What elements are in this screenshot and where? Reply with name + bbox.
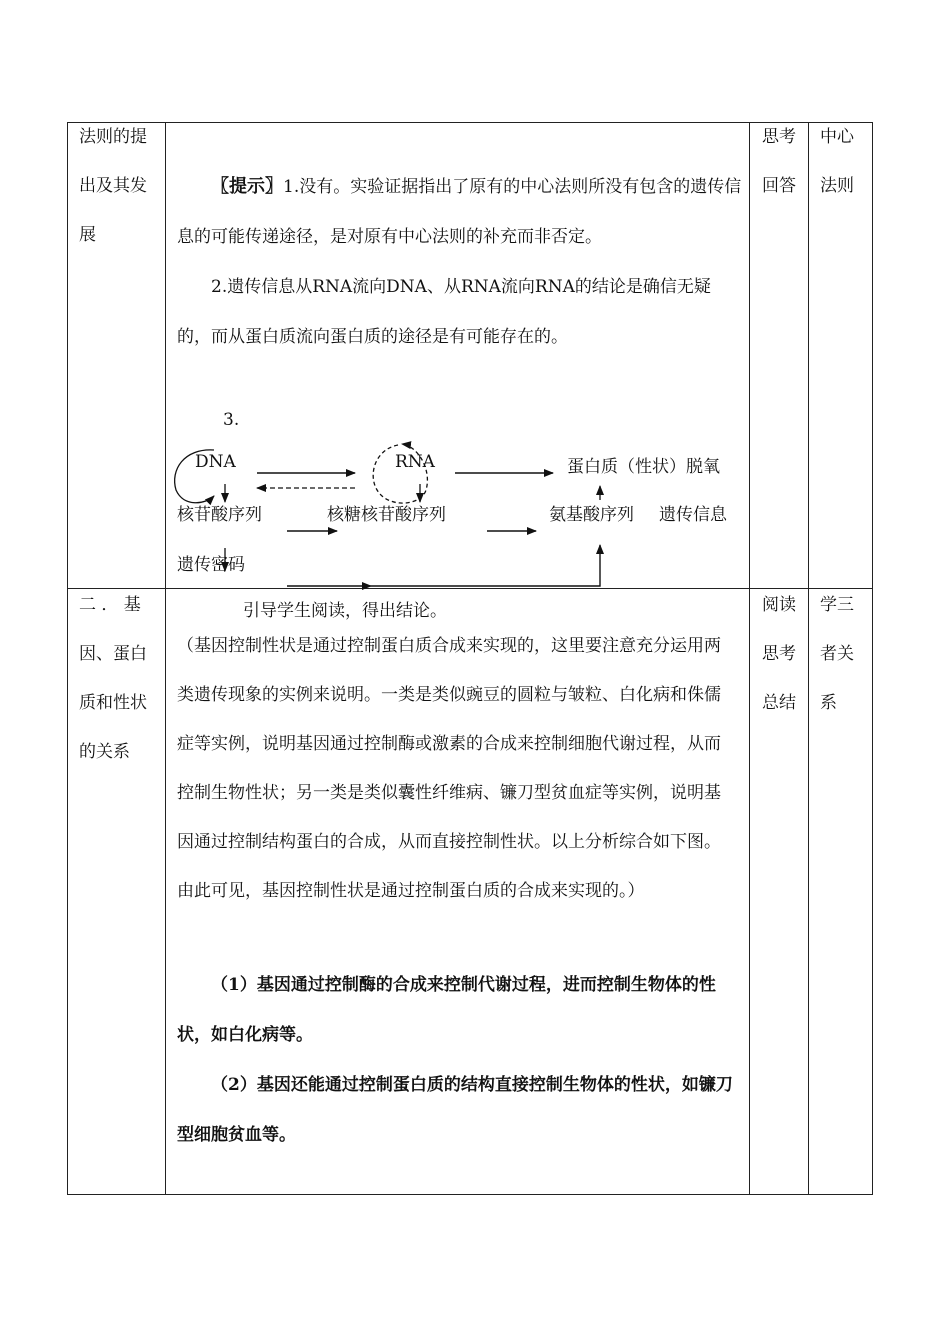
row1-topic-line: 出及其发 [79, 176, 147, 196]
dna-sequence-label: 核苷酸序列 [177, 505, 262, 525]
row1-activity-line: 思考 [762, 127, 796, 147]
row2-topic-line: 因、蛋白 [79, 644, 147, 664]
item-3-label: 3. [223, 410, 240, 430]
row2-conclusions [177, 960, 739, 1160]
genetic-code-label: 遗传密码 [177, 555, 245, 575]
row1-keyword-line: 中心 [820, 127, 854, 147]
row2-activity-cell [762, 581, 806, 728]
row1-activity-cell [762, 113, 806, 211]
row1-activity-line: 回答 [762, 176, 796, 196]
row2-topic-line: 的关系 [79, 742, 130, 762]
genetic-info-label: 遗传信息 [659, 505, 727, 525]
row1-content [177, 162, 742, 362]
row2-keyword-line: 学三 [820, 595, 854, 615]
conclusion-2: （2）基因还能通过控制蛋白质的结构直接控制生物体的性状，如镰刀型细胞贫血等。 [177, 1075, 733, 1145]
table-bottom-border [67, 1194, 873, 1195]
tip-paragraph-1 [177, 162, 742, 262]
row2-topic-line: 二 ． 基 [79, 595, 141, 615]
rna-label: RNA [395, 452, 435, 472]
row2-keyword-cell [820, 581, 864, 728]
row2-activity-line: 总结 [762, 693, 796, 713]
row1-topic-cell [79, 113, 161, 260]
tip-label: 〖提示〗 [211, 176, 283, 197]
row2-note [177, 622, 737, 916]
row1-keyword-line: 法则 [820, 176, 854, 196]
row2-activity-line: 阅读 [762, 595, 796, 615]
dna-label: DNA [195, 452, 236, 472]
amino-acid-sequence-label: 氨基酸序列 [549, 505, 634, 525]
table-top-border [67, 122, 873, 123]
row1-keyword-cell [820, 113, 864, 211]
code-to-aa-arrow [371, 545, 600, 586]
row2-intro: 引导学生阅读，得出结论。 [243, 601, 447, 621]
row1-topic-line: 法则的提 [79, 127, 147, 147]
row2-keyword-line: 系 [820, 693, 837, 713]
row1-topic-line: 展 [79, 225, 96, 245]
rna-sequence-label: 核糖核苷酸序列 [327, 505, 446, 525]
conclusion-1: （1）基因通过控制酶的合成来控制代谢过程，进而控制生物体的性状，如白化病等。 [177, 975, 716, 1045]
tip-paragraph-2: 2.遗传信息从RNA流向DNA、从RNA流向RNA的结论是确信无疑的，而从蛋白质流向蛋白质的途径是有可能存在的。 [177, 277, 711, 347]
column-divider-3 [808, 122, 809, 1195]
column-divider-1 [165, 122, 166, 1195]
row-divider [67, 588, 873, 589]
row2-topic-line: 质和性状 [79, 693, 147, 713]
table-right-border [872, 122, 873, 1195]
row2-note-text: （基因控制性状是通过控制蛋白质合成来实现的，这里要注意充分运用两类遗传现象的实例来说明。一类是类似豌豆的圆粒与皱粒、白化病和侏儒症等实例，说明基因通过控制酶或激素的合成来控制细胞代谢过程，从而控制生物性状；另一类是类似囊性纤维病、镰刀型贫血症等实例，说明基因通过控制结构蛋白的合成，从而直接控制性状。以上分析综合如下图。由此可见，基因控制性状是通过控制蛋白质的合成来实现的。） [177, 636, 721, 901]
column-divider-2 [749, 122, 750, 1195]
row2-activity-line: 思考 [762, 644, 796, 664]
tip-text-1: 1.没有。实验证据指出了原有的中心法则所没有包含的遗传信息的可能传递途径，是对原有中心法则的补充而非否定。 [177, 177, 742, 247]
table-left-border [67, 122, 68, 1195]
row2-topic-cell [79, 581, 161, 777]
protein-label: 蛋白质（性状）脱氧 [567, 457, 720, 477]
row2-keyword-line: 者关 [820, 644, 854, 664]
